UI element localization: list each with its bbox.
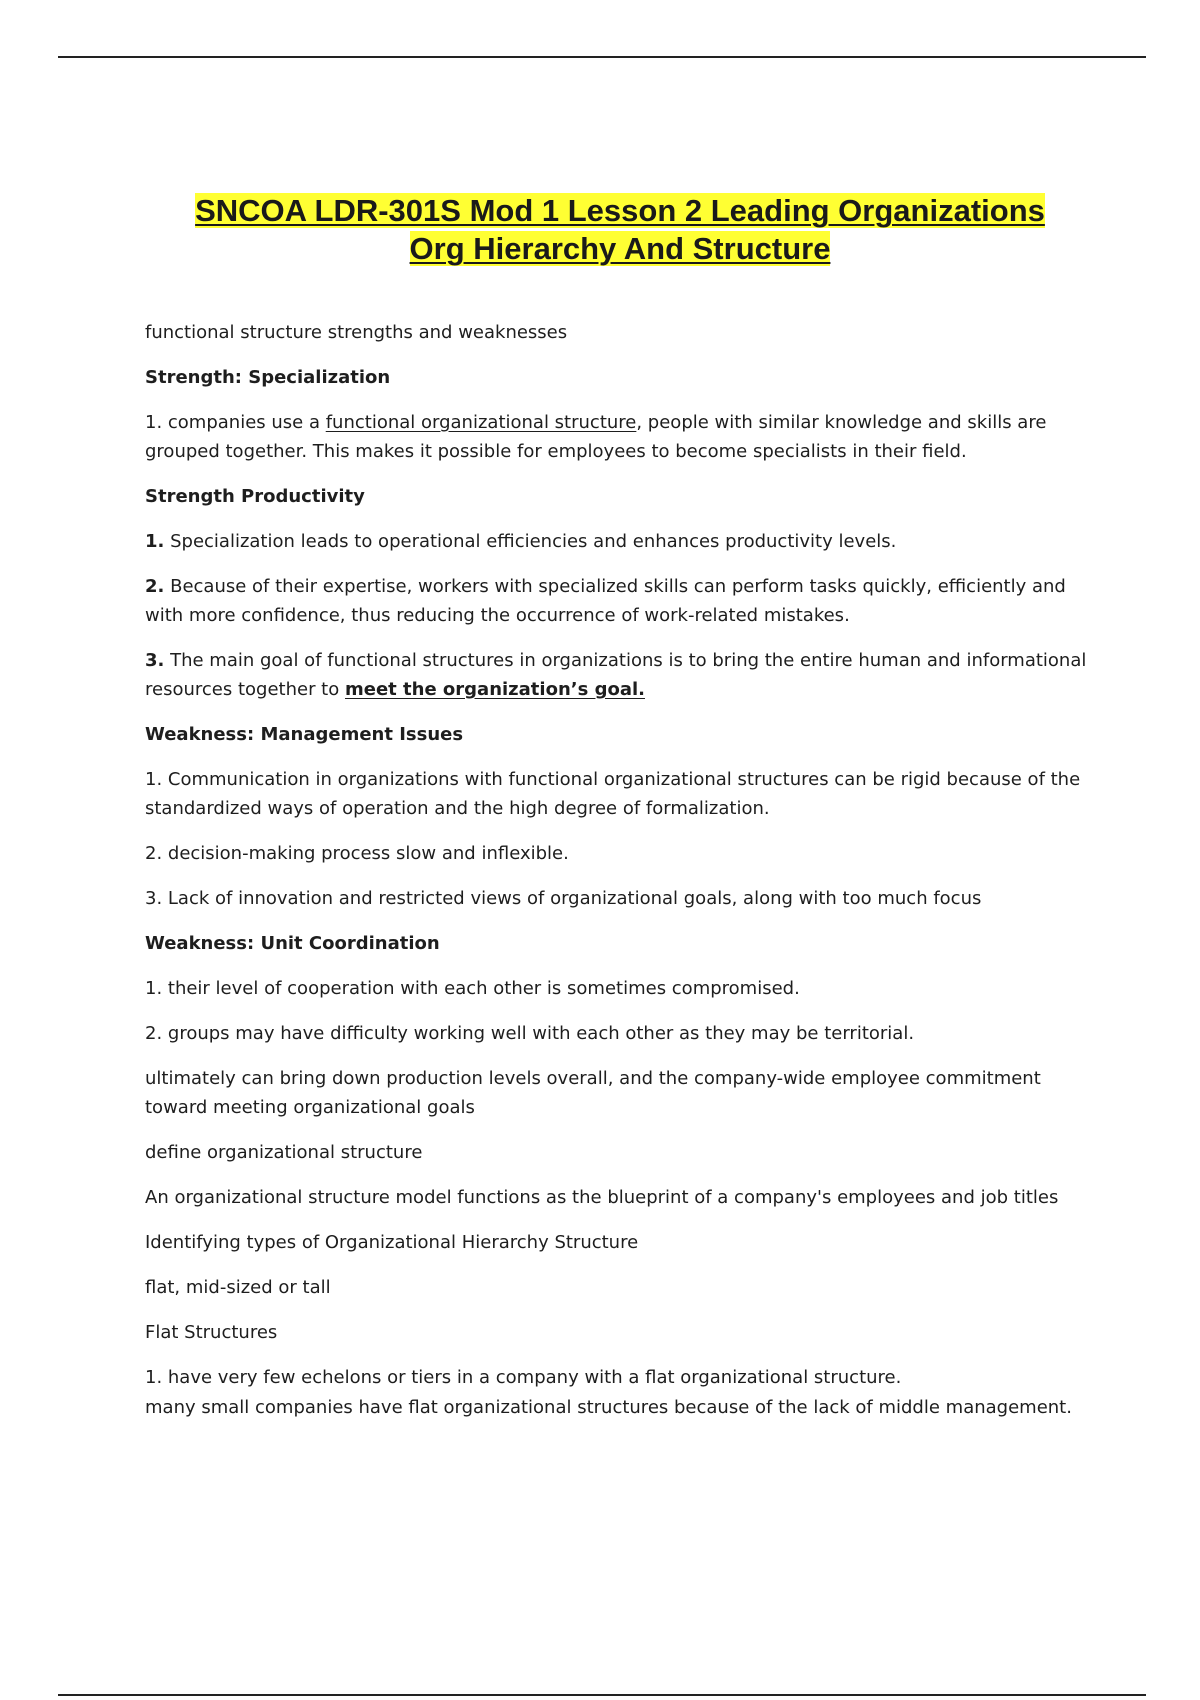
item-number: 3.: [145, 650, 165, 671]
question-define-structure: define organizational structure: [145, 1142, 423, 1163]
document-title: [140, 192, 1100, 268]
heading-weakness-management: Weakness: Management Issues: [145, 724, 464, 745]
paragraph-text: , people with similar knowledge and skills are grouped together. This makes it possible for employees to become specialists in their field.: [145, 412, 1047, 462]
heading-weakness-coordination: Weakness: Unit Coordination: [145, 933, 440, 954]
emphasis-goal: meet the organization’s goal.: [344, 679, 645, 700]
item-number: 1.: [145, 531, 165, 552]
item-text: The main goal of functional structures in organizations is to bring the entire human and informational resources together to: [145, 650, 1087, 700]
title-line-1: SNCOA LDR-301S Mod 1 Lesson 2 Leading Organizations: [195, 193, 1045, 228]
management-item-3: 3. Lack of innovation and restricted views of organizational goals, along with too much focus: [145, 888, 982, 909]
title-line-2: Org Hierarchy And Structure: [409, 231, 831, 266]
flat-item-1: 1. have very few echelons or tiers in a company with a flat organizational structure.: [145, 1367, 902, 1388]
item-text: Because of their expertise, workers with specialized skills can perform tasks quickly, efficiently and with more confidence, thus reducing the occurrence of work-related mistakes.: [145, 576, 1066, 626]
heading-strength-specialization: Strength: Specialization: [145, 367, 391, 388]
coordination-summary: ultimately can bring down production levels overall, and the company-wide employee commitment toward meeting organizational goals: [145, 1068, 1041, 1118]
flat-item-2: many small companies have flat organizational structures because of the lack of middle management.: [145, 1397, 1072, 1418]
document-body: [145, 318, 1095, 1438]
productivity-item-2: [145, 572, 1095, 630]
answer-define-structure: An organizational structure model functions as the blueprint of a company's employees and job titles: [145, 1187, 1059, 1208]
item-number: 2.: [145, 576, 165, 597]
paragraph-text: 1. companies use a: [145, 412, 326, 433]
management-item-2: 2. decision-making process slow and inflexible.: [145, 843, 569, 864]
heading-strength-productivity: Strength Productivity: [145, 486, 365, 507]
question-hierarchy-types: Identifying types of Organizational Hierarchy Structure: [145, 1232, 639, 1253]
productivity-item-3: [145, 646, 1095, 704]
paragraph-specialization: [145, 408, 1095, 466]
intro-text: functional structure strengths and weaknesses: [145, 322, 568, 343]
management-item-1: 1. Communication in organizations with functional organizational structures can be rigid because of the standardized ways of operation and the high degree of formalization.: [145, 769, 1081, 819]
item-text: Specialization leads to operational efficiencies and enhances productivity levels.: [164, 531, 897, 552]
coordination-item-2: 2. groups may have difficulty working well with each other as they may be territorial.: [145, 1023, 915, 1044]
coordination-item-1: 1. their level of cooperation with each other is sometimes compromised.: [145, 978, 800, 999]
answer-hierarchy-types: flat, mid-sized or tall: [145, 1277, 331, 1298]
bottom-rule: [58, 1694, 1146, 1696]
heading-flat-structures: Flat Structures: [145, 1322, 278, 1343]
top-rule: [58, 56, 1146, 58]
productivity-item-1: [145, 527, 1095, 556]
functional-structure-link[interactable]: functional organizational structure: [325, 412, 637, 433]
